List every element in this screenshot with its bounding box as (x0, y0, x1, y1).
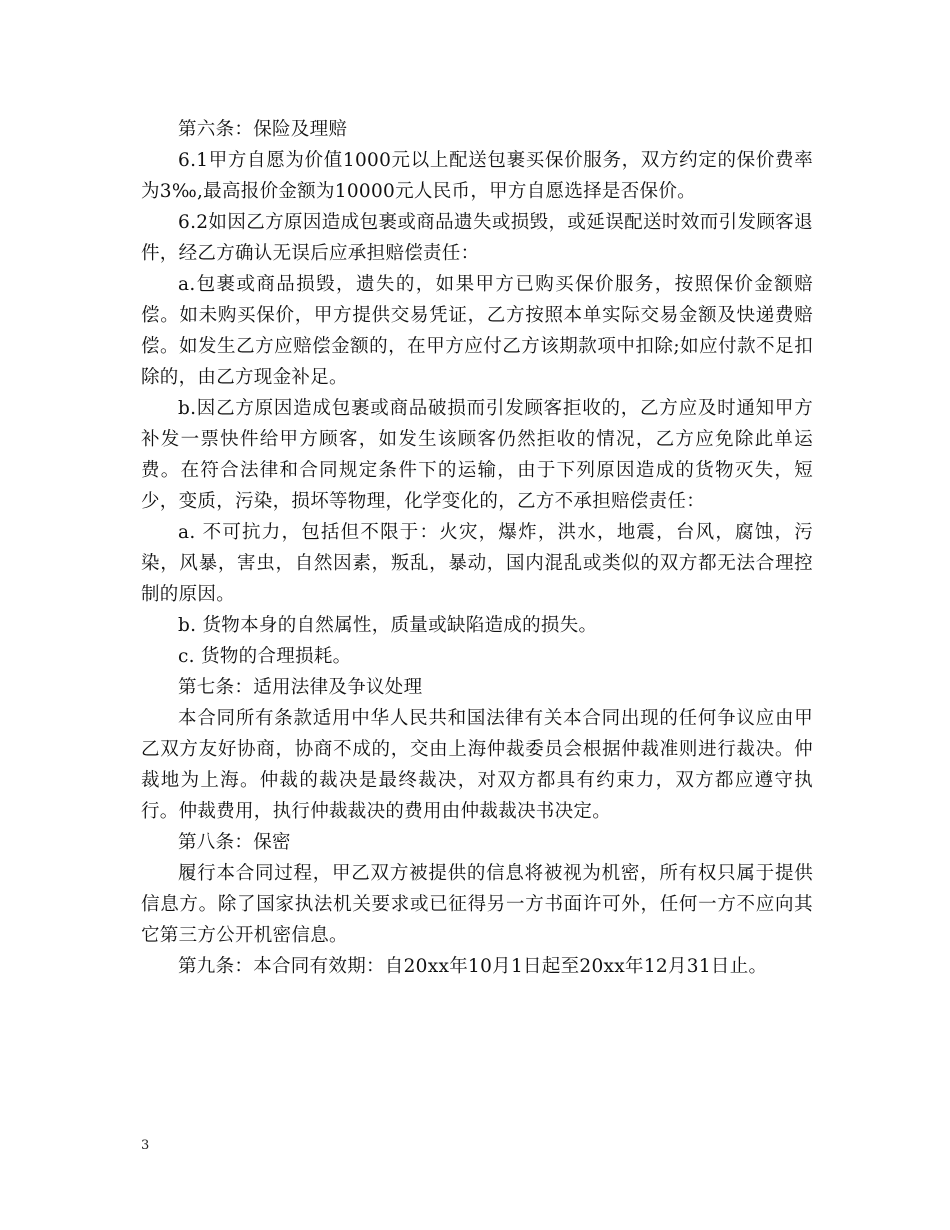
section-heading-article-6: 第六条：保险及理赔 (178, 119, 348, 140)
section-article-9-validity: 第九条：本合同有效期：自20xx年10月1日起至20xx年12月31日止。 (178, 956, 768, 977)
clause-6-2-a: a.包裹或商品损毁，遗失的，如果甲方已购买保价服务，按照保价金额赔偿。如未购买保价，甲方提供交易凭证，乙方按照本单实际交易金额及快递费赔偿。如发生乙方应赔偿金额的，在甲方应付乙方该期款项中扣除;如应付款不足扣除的，由乙方现金补足。 (141, 274, 813, 388)
clause-7-body: 本合同所有条款适用中华人民共和国法律有关本合同出现的任何争议应由甲乙双方友好协商，协商不成的，交由上海仲裁委员会根据仲裁准则进行裁决。仲裁地为上海。仲裁的裁决是最终裁决，对双方都具有约束力，双方都应遵守执行。仲裁费用，执行仲裁裁决的费用由仲裁裁决书决定。 (141, 708, 813, 822)
exemption-item-b: b. 货物本身的自然属性，质量或缺陷造成的损失。 (178, 615, 598, 636)
section-heading-article-7: 第七条：适用法律及争议处理 (178, 677, 423, 698)
document-body (141, 114, 813, 982)
page-number: 3 (141, 1138, 150, 1153)
section-heading-article-8: 第八条：保密 (178, 832, 291, 853)
clause-6-2: 6.2如因乙方原因造成包裹或商品遗失或损毁，或延误配送时效而引发顾客退件，经乙方确认无误后应承担赔偿责任： (141, 212, 813, 264)
clause-8-body: 履行本合同过程，甲乙双方被提供的信息将被视为机密，所有权只属于提供信息方。除了国家执法机关要求或已征得另一方书面许可外，任何一方不应向其它第三方公开机密信息。 (141, 863, 813, 946)
exemption-item-a: a. 不可抗力，包括但不限于：火灾，爆炸，洪水，地震，台风，腐蚀，污染，风暴，害虫，自然因素，叛乱，暴动，国内混乱或类似的双方都无法合理控制的原因。 (141, 522, 813, 605)
clause-6-1: 6.1甲方自愿为价值1000元以上配送包裹买保价服务，双方约定的保价费率为3‰,最高报价金额为10000元人民币，甲方自愿选择是否保价。 (141, 150, 813, 202)
exemption-item-c: c. 货物的合理损耗。 (178, 646, 352, 667)
clause-6-2-b: b.因乙方原因造成包裹或商品破损而引发顾客拒收的，乙方应及时通知甲方补发一票快件给甲方顾客，如发生该顾客仍然拒收的情况，乙方应免除此单运费。在符合法律和合同规定条件下的运输，由于下列原因造成的货物灭失，短少，变质，污染，损坏等物理，化学变化的，乙方不承担赔偿责任： (141, 398, 813, 512)
